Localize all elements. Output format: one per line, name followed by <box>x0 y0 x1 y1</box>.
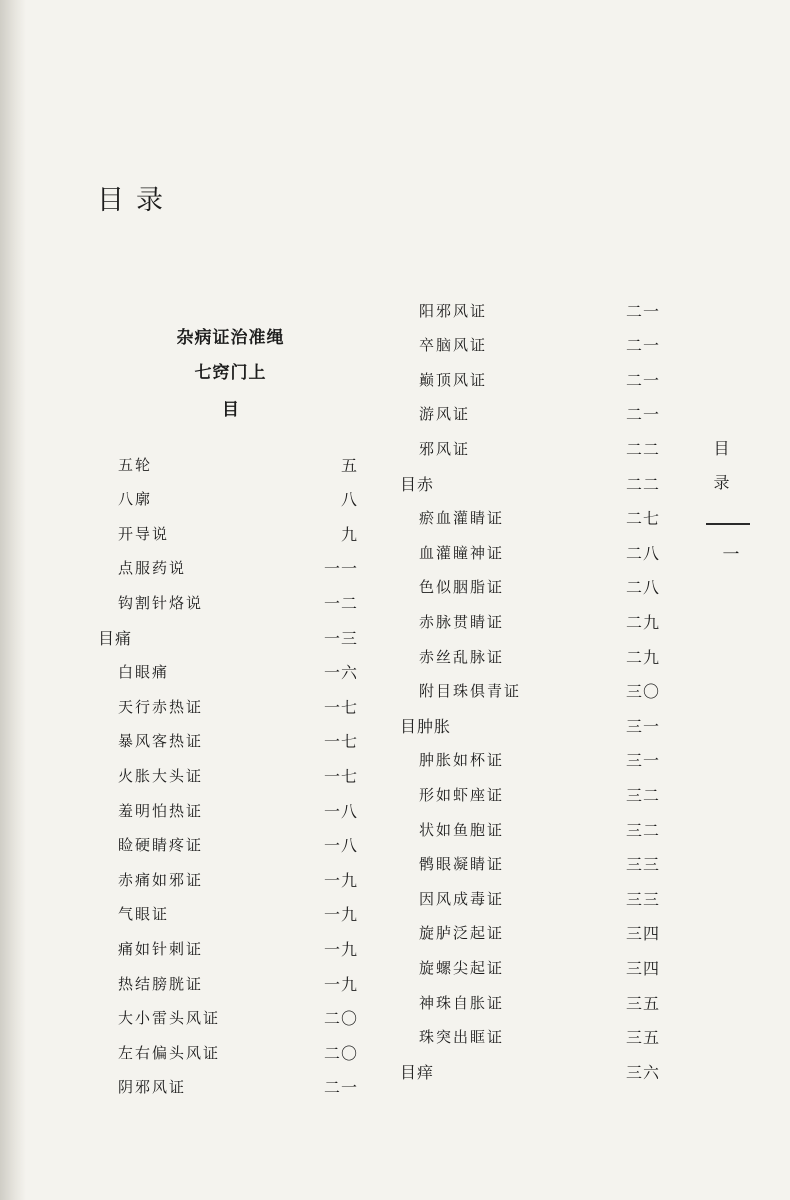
toc-entry-label: 卒脑风证 <box>419 336 488 355</box>
toc-entry-label: 大小雷头风证 <box>118 1009 221 1028</box>
toc-entry-label: 热结膀胱证 <box>118 974 204 993</box>
toc-entry-label: 目痛 <box>98 628 133 648</box>
toc-entry-label: 色似胭脂证 <box>419 578 505 597</box>
toc-entry-page: 一九 <box>323 974 358 994</box>
toc-entry-page: 三一 <box>625 716 660 736</box>
toc-entry-page: 一九 <box>323 870 358 890</box>
toc-entry-page: 三四 <box>625 958 660 978</box>
toc-entry-page: 三二 <box>625 820 660 840</box>
toc-leader-dots <box>209 867 318 891</box>
toc-entry-page: 一八 <box>323 801 358 821</box>
toc-entry-page: 三四 <box>625 924 660 944</box>
toc-leader-dots <box>510 782 620 806</box>
toc-leader-dots <box>510 609 620 633</box>
toc-leader-dots <box>510 852 620 876</box>
toc-entry[interactable] <box>118 936 358 960</box>
toc-entry[interactable] <box>118 798 358 822</box>
toc-entry[interactable] <box>419 540 660 564</box>
toc-entry-label: 神珠自胀证 <box>419 993 505 1012</box>
toc-entry-label: 赤脉贯睛证 <box>419 612 505 631</box>
toc-leader-dots <box>209 936 318 960</box>
toc-entry-label: 暴风客热证 <box>118 732 204 751</box>
toc-entry-label: 痛如针刺证 <box>118 939 204 958</box>
toc-leader-dots <box>209 694 318 718</box>
toc-leader-dots <box>209 729 318 753</box>
toc-entry-page: 三五 <box>625 1028 660 1048</box>
toc-entry-page: 一三 <box>323 628 358 648</box>
toc-leader-dots <box>493 298 620 322</box>
toc-entry-page: 二〇 <box>323 1009 358 1029</box>
toc-entry[interactable] <box>118 556 358 580</box>
toc-entry[interactable] <box>419 955 660 979</box>
toc-leader-dots <box>440 1059 620 1083</box>
toc-leader-dots <box>493 367 620 391</box>
toc-entry-label: 左右偏头风证 <box>118 1043 221 1062</box>
toc-entry[interactable] <box>118 452 358 476</box>
toc-entry[interactable] <box>419 506 660 530</box>
toc-entry-page: 二一 <box>625 370 660 390</box>
toc-leader-dots <box>226 1040 318 1064</box>
toc-leader-dots <box>192 1075 318 1099</box>
toc-entry-page: 一七 <box>323 766 358 786</box>
toc-entry-page: 二一 <box>625 336 660 356</box>
toc-entry[interactable] <box>419 852 660 876</box>
toc-leader-dots <box>510 990 620 1014</box>
toc-entry-page: 三三 <box>625 855 660 875</box>
toc-entry-label: 状如鱼胞证 <box>419 820 505 839</box>
toc-entry[interactable] <box>419 402 660 426</box>
toc-heading-entry[interactable] <box>400 1059 660 1083</box>
section-title: 目 <box>222 400 239 420</box>
toc-entry-page: 二七 <box>625 509 660 529</box>
toc-leader-dots <box>510 817 620 841</box>
toc-entry-page: 二一 <box>323 1078 358 1098</box>
toc-entry[interactable] <box>419 679 660 703</box>
toc-entry[interactable] <box>118 590 358 614</box>
toc-entry-page: 三六 <box>625 1062 660 1082</box>
toc-entry[interactable] <box>118 487 358 511</box>
toc-entry-label: 阴邪风证 <box>118 1078 187 1097</box>
toc-heading-entry[interactable] <box>400 713 660 737</box>
toc-leader-dots <box>440 471 620 495</box>
toc-entry-label: 目赤 <box>400 474 435 494</box>
toc-entry-label: 目痒 <box>400 1062 435 1082</box>
toc-leader-dots <box>175 521 335 545</box>
toc-entry-label: 阳邪风证 <box>419 301 488 320</box>
toc-leader-dots <box>192 556 318 580</box>
toc-entry[interactable] <box>118 902 358 926</box>
toc-entry[interactable] <box>419 782 660 806</box>
toc-entry[interactable] <box>118 521 358 545</box>
toc-entry-label: 巅顶风证 <box>419 370 488 389</box>
toc-leader-dots <box>175 660 318 684</box>
toc-entry-label: 羞明怕热证 <box>118 801 204 820</box>
toc-entry-label: 五轮 <box>118 455 153 474</box>
toc-leader-dots <box>510 748 620 772</box>
running-head-rule <box>706 523 750 525</box>
toc-entry[interactable] <box>118 1075 358 1099</box>
toc-leader-dots <box>510 1025 620 1049</box>
toc-entry-label: 因风成毒证 <box>419 889 505 908</box>
toc-entry-page: 二二 <box>625 439 660 459</box>
toc-entry-page: 一七 <box>323 697 358 717</box>
toc-entry-label: 点服药说 <box>118 559 187 578</box>
toc-entry-page: 二八 <box>625 578 660 598</box>
toc-entry-page: 一八 <box>323 836 358 856</box>
toc-entry-label: 开导说 <box>118 524 170 543</box>
toc-entry-page: 九 <box>340 524 358 544</box>
toc-entry[interactable] <box>419 817 660 841</box>
toc-leader-dots <box>476 402 620 426</box>
toc-entry[interactable] <box>419 609 660 633</box>
toc-entry-page: 一七 <box>323 732 358 752</box>
toc-entry-label: 珠突出眶证 <box>419 1028 505 1047</box>
toc-leader-dots <box>510 644 620 668</box>
page-title: 目录 <box>97 185 175 216</box>
toc-entry[interactable] <box>118 1040 358 1064</box>
toc-entry[interactable] <box>419 644 660 668</box>
toc-entry-label: 目肿胀 <box>400 716 452 736</box>
toc-heading-entry[interactable] <box>400 471 660 495</box>
toc-leader-dots <box>457 713 620 737</box>
toc-entry-page: 二二 <box>625 474 660 494</box>
toc-entry-page: 三一 <box>625 751 660 771</box>
toc-entry[interactable] <box>419 333 660 357</box>
toc-entry-label: 火胀大头证 <box>118 766 204 785</box>
toc-entry-label: 天行赤热证 <box>118 697 204 716</box>
running-head: 目录 <box>711 440 730 508</box>
toc-leader-dots <box>209 590 318 614</box>
toc-entry-page: 一二 <box>323 593 358 613</box>
toc-entry[interactable] <box>118 763 358 787</box>
toc-entry-label: 旋胪泛起证 <box>419 924 505 943</box>
toc-leader-dots <box>209 798 318 822</box>
toc-entry-page: 三〇 <box>625 682 660 702</box>
page-number: 一 <box>722 545 740 565</box>
toc-leader-dots <box>158 452 335 476</box>
toc-entry[interactable] <box>419 921 660 945</box>
toc-entry[interactable] <box>118 729 358 753</box>
toc-entry-page: 二一 <box>625 301 660 321</box>
toc-leader-dots <box>158 487 335 511</box>
toc-entry-label: 钩割针烙说 <box>118 593 204 612</box>
toc-leader-dots <box>510 575 620 599</box>
toc-entry-page: 一六 <box>323 663 358 683</box>
toc-entry-label: 赤丝乱脉证 <box>419 647 505 666</box>
toc-entry-page: 三五 <box>625 993 660 1013</box>
toc-entry-page: 八 <box>340 490 358 510</box>
toc-entry-page: 一九 <box>323 905 358 925</box>
toc-entry[interactable] <box>118 660 358 684</box>
toc-leader-dots <box>510 506 620 530</box>
toc-entry[interactable] <box>419 886 660 910</box>
toc-entry-label: 瘀血灌睛证 <box>419 509 505 528</box>
toc-entry-label: 肿胀如杯证 <box>419 751 505 770</box>
toc-leader-dots <box>510 540 620 564</box>
toc-leader-dots <box>493 333 620 357</box>
toc-leader-dots <box>527 679 620 703</box>
toc-entry[interactable] <box>118 694 358 718</box>
book-title: 杂病证治准绳 <box>176 328 285 348</box>
toc-entry-page: 三二 <box>625 785 660 805</box>
toc-entry-page: 二九 <box>625 612 660 632</box>
toc-leader-dots <box>226 1006 318 1030</box>
toc-entry-label: 邪风证 <box>419 439 471 458</box>
toc-leader-dots <box>476 436 620 460</box>
toc-entry-page: 二八 <box>625 543 660 563</box>
toc-entry-label: 白眼痛 <box>118 663 170 682</box>
toc-leader-dots <box>209 763 318 787</box>
toc-entry-label: 八廓 <box>118 490 153 509</box>
toc-entry[interactable] <box>419 575 660 599</box>
toc-leader-dots <box>209 971 318 995</box>
toc-leader-dots <box>138 625 318 649</box>
toc-entry[interactable] <box>419 990 660 1014</box>
toc-entry-label: 赤痛如邪证 <box>118 870 204 889</box>
toc-entry[interactable] <box>118 1006 358 1030</box>
toc-entry-label: 鹘眼凝睛证 <box>419 855 505 874</box>
toc-entry-label: 旋螺尖起证 <box>419 958 505 977</box>
toc-entry[interactable] <box>118 971 358 995</box>
toc-heading-entry[interactable] <box>98 625 358 649</box>
toc-entry[interactable] <box>419 436 660 460</box>
toc-entry-page: 一九 <box>323 939 358 959</box>
toc-entry-page: 一一 <box>323 559 358 579</box>
toc-entry-label: 形如虾座证 <box>419 785 505 804</box>
toc-leader-dots <box>510 886 620 910</box>
toc-entry[interactable] <box>419 748 660 772</box>
toc-entry-label: 附目珠俱青证 <box>419 682 522 701</box>
toc-leader-dots <box>175 902 318 926</box>
toc-entry-page: 二一 <box>625 405 660 425</box>
toc-leader-dots <box>510 921 620 945</box>
toc-entry-page: 二〇 <box>323 1043 358 1063</box>
toc-entry-label: 游风证 <box>419 405 471 424</box>
toc-entry[interactable] <box>419 367 660 391</box>
toc-entry[interactable] <box>419 298 660 322</box>
toc-entry-page: 五 <box>340 455 358 475</box>
toc-entry-label: 睑硬睛疼证 <box>118 836 204 855</box>
binding-shadow <box>0 0 26 1200</box>
toc-entry-label: 气眼证 <box>118 905 170 924</box>
toc-entry[interactable] <box>118 867 358 891</box>
toc-entry[interactable] <box>419 1025 660 1049</box>
toc-entry[interactable] <box>118 833 358 857</box>
toc-leader-dots <box>209 833 318 857</box>
toc-leader-dots <box>510 955 620 979</box>
toc-entry-label: 血灌瞳神证 <box>419 543 505 562</box>
chapter-title: 七窍门上 <box>194 363 267 383</box>
toc-entry-page: 三三 <box>625 889 660 909</box>
toc-entry-page: 二九 <box>625 647 660 667</box>
